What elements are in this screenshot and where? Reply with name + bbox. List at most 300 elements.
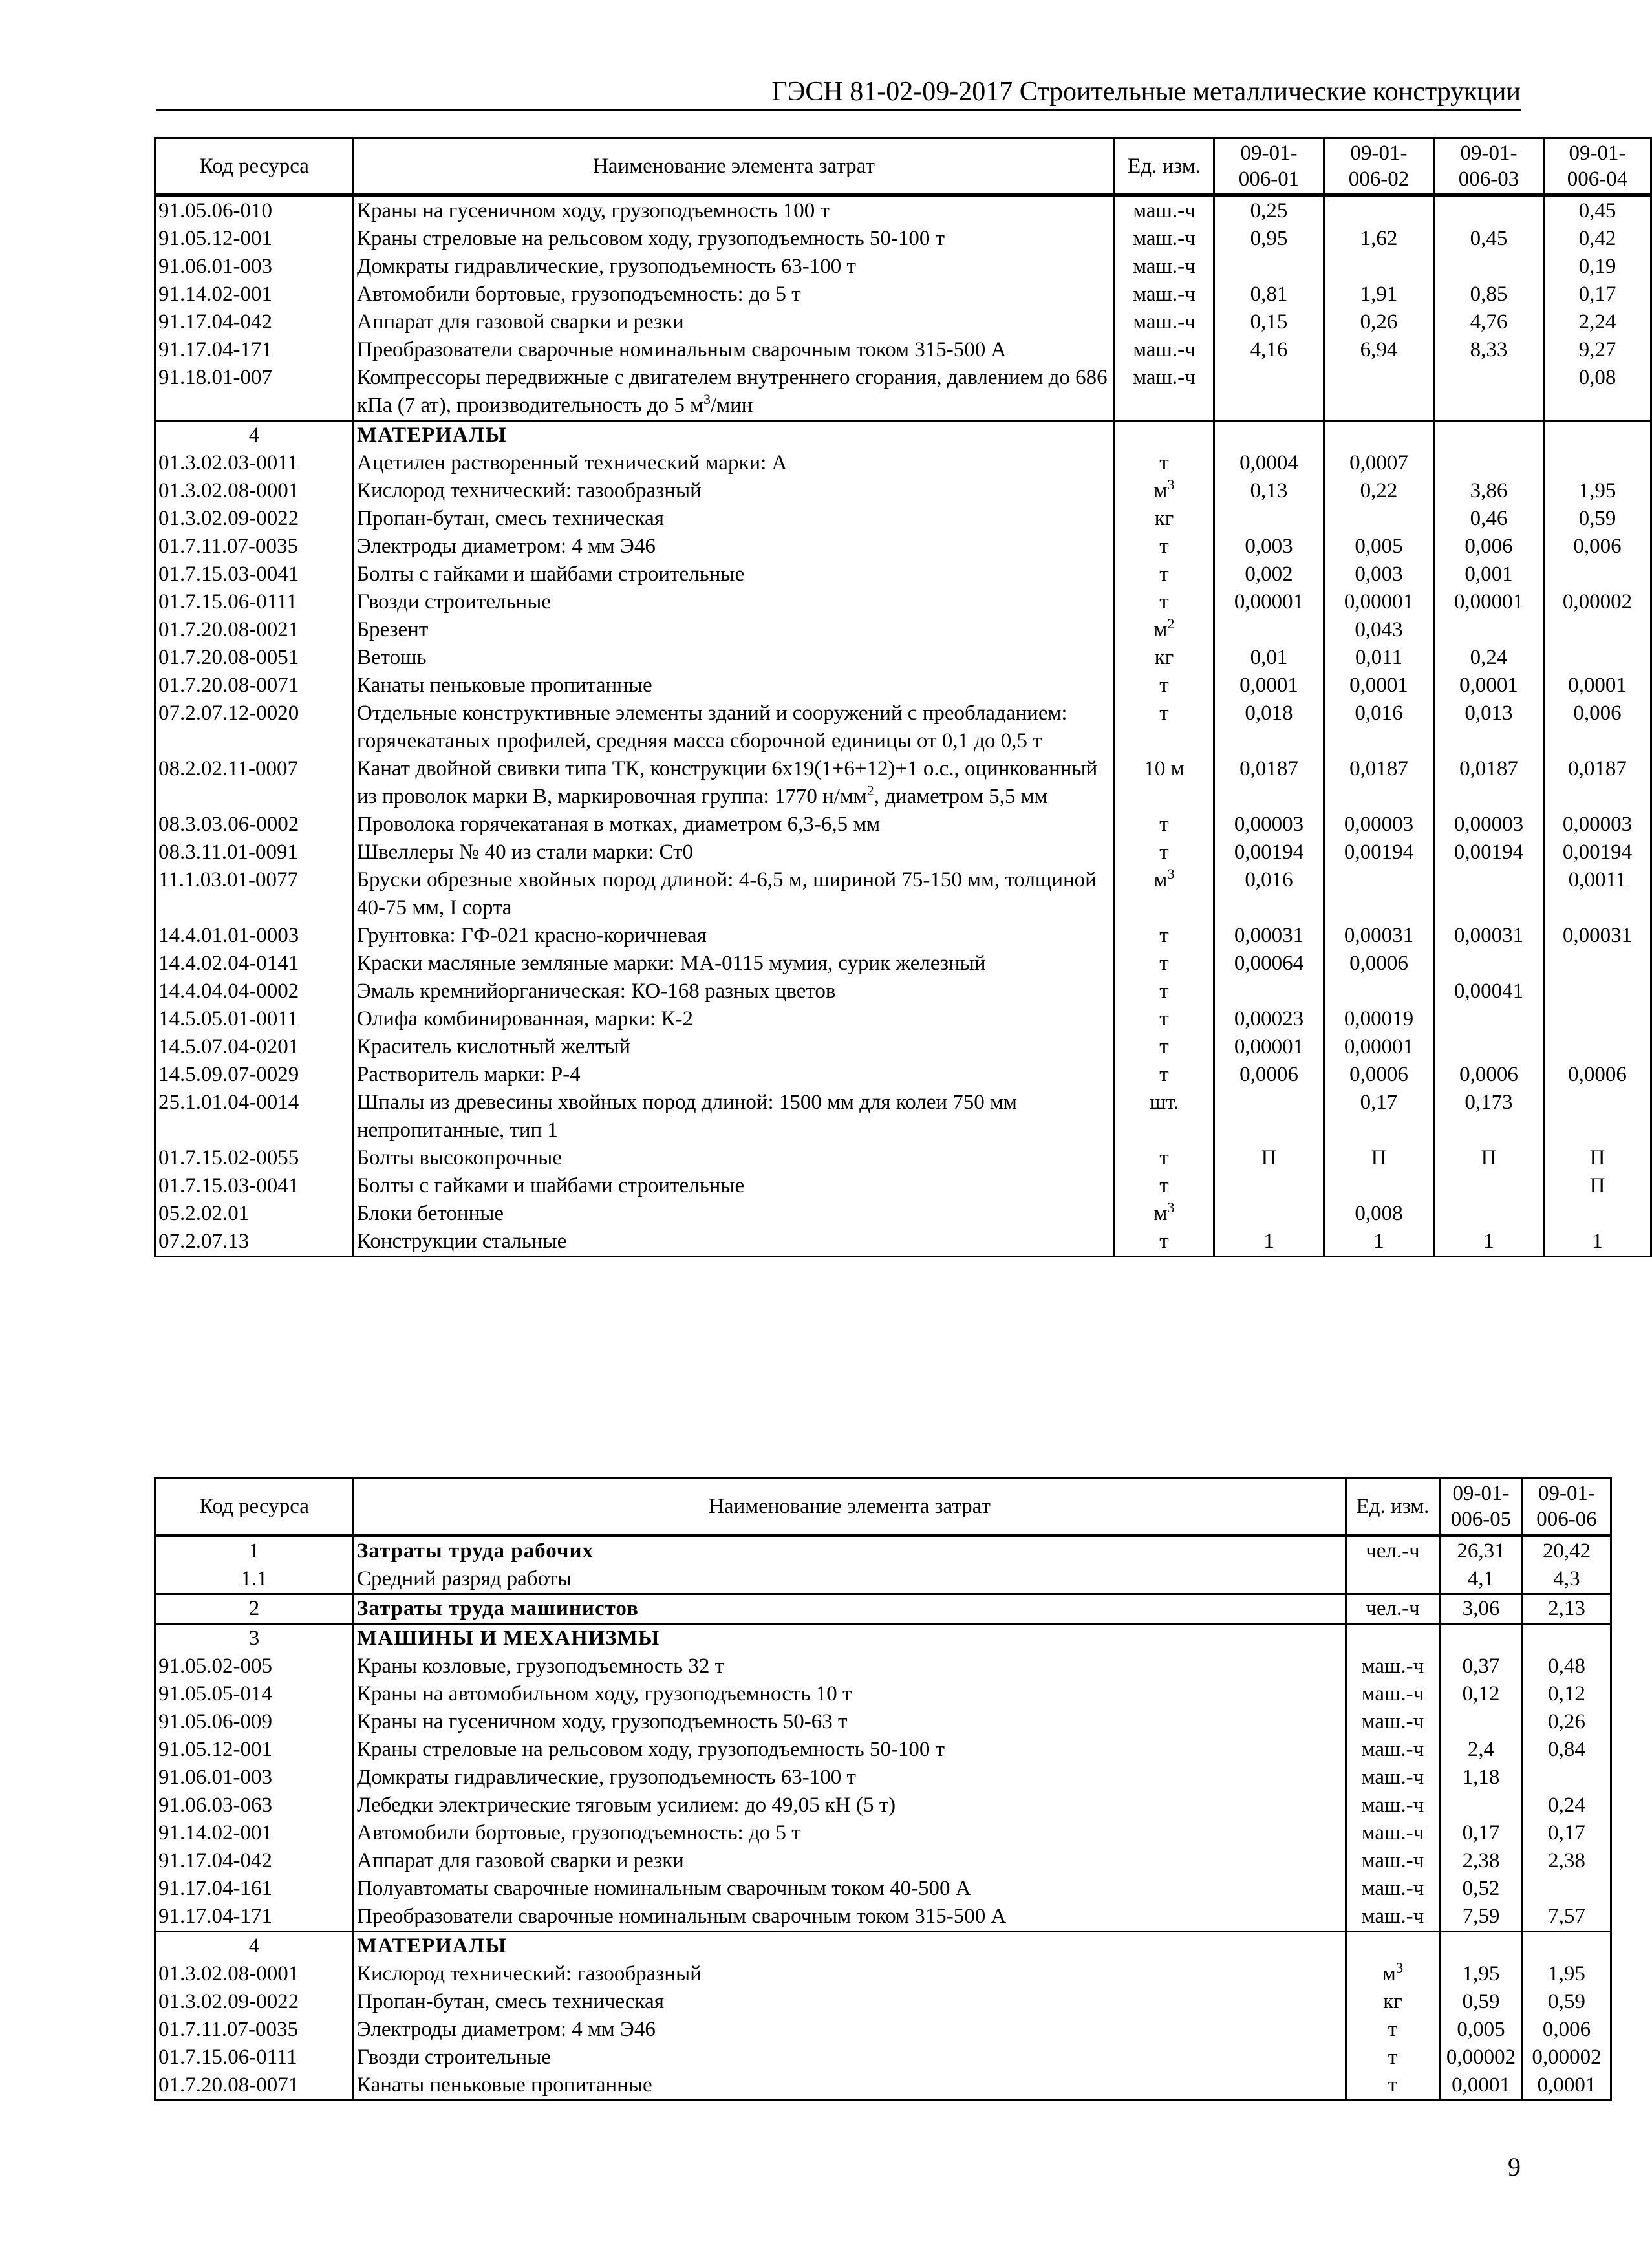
unit-of-measure: $м^3$: [1346, 1960, 1440, 1988]
document-header-title: ГЭСН 81-02-09-2017 Строительные металлические конструкции: [771, 77, 1521, 107]
resource-code: 14.4.04.04-0002: [155, 978, 354, 1005]
norm-value: 0,00064: [1214, 950, 1324, 978]
norm-value: [1434, 253, 1544, 281]
unit-of-measure: маш.-ч: [1115, 195, 1214, 225]
norm-value: 0,95: [1214, 225, 1324, 253]
norm-value: 0,17: [1324, 1089, 1434, 1144]
norm-value: 9,27: [1544, 336, 1651, 364]
unit-of-measure: маш.-ч: [1115, 308, 1214, 336]
unit-of-measure: $м^3$: [1115, 477, 1214, 505]
unit-of-measure: чел.-ч: [1346, 1594, 1440, 1624]
norm-value: [1523, 1764, 1611, 1792]
resource-code: 91.17.04-171: [155, 336, 354, 364]
resource-name: Грунтовка: ГФ-021 красно-коричневая: [354, 922, 1115, 950]
norm-value: 2,4: [1440, 1736, 1523, 1764]
norm-value: 0,46: [1434, 505, 1544, 533]
resource-code: 91.05.02-005: [155, 1653, 354, 1680]
table-row: [155, 2044, 1611, 2071]
resource-name: Ацетилен растворенный технический марки: А: [354, 449, 1115, 477]
norm-value: 0,00031: [1544, 922, 1651, 950]
table-row: [155, 1819, 1611, 1847]
resource-name: Аппарат для газовой сварки и резки: [354, 1847, 1346, 1875]
norm-value: 2,13: [1523, 1594, 1611, 1624]
norm-value: 1,91: [1324, 281, 1434, 308]
resource-code: 01.3.02.09-0022: [155, 1988, 354, 2016]
unit-of-measure: $м^2$: [1115, 616, 1214, 644]
norm-value: 0,48: [1523, 1653, 1611, 1680]
table-row: [155, 253, 1651, 281]
resource-code: 01.7.20.08-0071: [155, 672, 354, 700]
resource-code: 07.2.07.12-0020: [155, 700, 354, 755]
norm-value: 1,18: [1440, 1764, 1523, 1792]
unit-of-measure: маш.-ч: [1115, 225, 1214, 253]
section-row: [155, 1932, 1611, 1961]
norm-value: 4,1: [1440, 1565, 1523, 1594]
resource-code: 01.3.02.03-0011: [155, 449, 354, 477]
norm-value: 0,016: [1324, 700, 1434, 755]
resource-code: 91.14.02-001: [155, 281, 354, 308]
norm-value: 0,011: [1324, 644, 1434, 672]
header-name: Наименование элемента затрат: [354, 138, 1115, 196]
norm-value: 0,45: [1434, 225, 1544, 253]
norm-value: 0,003: [1324, 561, 1434, 588]
unit-of-measure: маш.-ч: [1115, 281, 1214, 308]
resource-code: 1.1: [155, 1565, 354, 1594]
norm-value: [1544, 421, 1651, 450]
norm-value: 0,0187: [1324, 755, 1434, 811]
norm-value: [1324, 364, 1434, 421]
norm-value: 0,002: [1214, 561, 1324, 588]
resource-name: Ветошь: [354, 644, 1115, 672]
header-col-006-01: 09-01- 006-01: [1214, 138, 1324, 196]
unit-of-measure: т: [1115, 1005, 1214, 1033]
table-row: [155, 2071, 1611, 2101]
section-row: [155, 1624, 1611, 1653]
resource-code: 91.05.06-010: [155, 195, 354, 225]
unit-of-measure: $м^3$: [1115, 1200, 1214, 1228]
resource-code: 91.17.04-042: [155, 308, 354, 336]
resource-name: Канат двойной свивки типа ТК, конструкции 6х19(1+6+12)+1 о.с., оцинкованный из проволок марки В, маркировочная группа: 1770 $н/мм^2$, диаметром 5,5 мм: [354, 755, 1115, 811]
norm-value: 0,006: [1434, 533, 1544, 561]
table-row: [155, 281, 1651, 308]
unit-of-measure: т: [1115, 561, 1214, 588]
norm-value: [1440, 1932, 1523, 1961]
resource-code: 01.7.15.06-0111: [155, 2044, 354, 2071]
norm-value: [1324, 1172, 1434, 1200]
table-row: [155, 644, 1651, 672]
table-row: [155, 950, 1651, 978]
resource-name: Аппарат для газовой сварки и резки: [354, 308, 1115, 336]
norm-value: 0,24: [1434, 644, 1544, 672]
norm-value: 0,17: [1440, 1819, 1523, 1847]
norm-value: 0,00194: [1324, 839, 1434, 866]
norm-value: 2,24: [1544, 308, 1651, 336]
norm-value: [1214, 364, 1324, 421]
norm-value: [1544, 1089, 1651, 1144]
resource-name: Преобразователи сварочные номинальным сварочным током 315-500 А: [354, 336, 1115, 364]
norm-value: [1434, 364, 1544, 421]
norm-value: [1214, 1200, 1324, 1228]
table-row: [155, 1005, 1651, 1033]
norm-value: [1523, 1624, 1611, 1653]
norm-value: 0,00031: [1434, 922, 1544, 950]
norm-value: 0,26: [1523, 1708, 1611, 1736]
resource-code: 91.05.06-009: [155, 1708, 354, 1736]
table-row: [155, 1200, 1651, 1228]
norm-value: 20,42: [1523, 1535, 1611, 1565]
unit-of-measure: кг: [1346, 1988, 1440, 2016]
resource-code: 4: [155, 421, 354, 450]
norm-value: 0,003: [1214, 533, 1324, 561]
resource-name: Кислород технический: газообразный: [354, 477, 1115, 505]
norm-value: [1324, 978, 1434, 1005]
section-row: [155, 421, 1651, 450]
resource-name: Краны на гусеничном ходу, грузоподъемность 50-63 т: [354, 1708, 1346, 1736]
norm-value: 0,25: [1214, 195, 1324, 225]
norm-value: 1: [1214, 1228, 1324, 1257]
resource-name: Краситель кислотный желтый: [354, 1033, 1115, 1061]
norm-value: [1544, 449, 1651, 477]
resource-name: Олифа комбинированная, марки: К-2: [354, 1005, 1115, 1033]
norm-value: П: [1324, 1144, 1434, 1172]
resource-code: 01.3.02.08-0001: [155, 1960, 354, 1988]
unit-of-measure: т: [1115, 1033, 1214, 1061]
norm-value: 0,001: [1434, 561, 1544, 588]
resource-name: Болты с гайками и шайбами строительные: [354, 561, 1115, 588]
norm-value: 0,0006: [1324, 950, 1434, 978]
norm-value: П: [1434, 1144, 1544, 1172]
unit-of-measure: т: [1115, 839, 1214, 866]
resource-name: Краны стреловые на рельсовом ходу, грузоподъемность 50-100 т: [354, 225, 1115, 253]
table-row: [155, 477, 1651, 505]
resource-name: Компрессоры передвижные с двигателем внутреннего сгорания, давлением до 686 кПа (7 ат), производительность до 5 $м^3$/мин: [354, 364, 1115, 421]
norm-value: 1,95: [1523, 1960, 1611, 1988]
table-row: [155, 1061, 1651, 1089]
resource-code: 4: [155, 1932, 354, 1961]
norm-value: [1523, 1875, 1611, 1903]
norm-value: [1214, 616, 1324, 644]
table-row: [155, 449, 1651, 477]
norm-value: П: [1544, 1144, 1651, 1172]
table-row: [155, 978, 1651, 1005]
norm-value: 0,84: [1523, 1736, 1611, 1764]
norm-value: [1214, 253, 1324, 281]
norm-value: 0,006: [1544, 700, 1651, 755]
resource-name: Блоки бетонные: [354, 1200, 1115, 1228]
resource-name: Гвозди строительные: [354, 588, 1115, 616]
norm-value: 0,00001: [1214, 1033, 1324, 1061]
table-row: [155, 700, 1651, 755]
norm-value: 4,76: [1434, 308, 1544, 336]
norm-value: [1324, 253, 1434, 281]
table-row: [155, 672, 1651, 700]
norm-value: 0,22: [1324, 477, 1434, 505]
table-row: [155, 1764, 1611, 1792]
resource-table-2: [154, 1477, 1612, 2101]
unit-of-measure: маш.-ч: [1346, 1847, 1440, 1875]
resource-name: Полуавтоматы сварочные номинальным сварочным током 40-500 А: [354, 1875, 1346, 1903]
resource-name: Краны на гусеничном ходу, грузоподъемность 100 т: [354, 195, 1115, 225]
unit-of-measure: маш.-ч: [1346, 1903, 1440, 1932]
header-col-006-03: 09-01- 006-03: [1434, 138, 1544, 196]
norm-value: 3,86: [1434, 477, 1544, 505]
norm-value: 0,00003: [1544, 811, 1651, 839]
table-row: [155, 336, 1651, 364]
norm-value: 0,0004: [1214, 449, 1324, 477]
resource-name: Болты высокопрочные: [354, 1144, 1115, 1172]
norm-value: 0,0006: [1544, 1061, 1651, 1089]
table-row: [155, 505, 1651, 533]
norm-value: 1: [1434, 1228, 1544, 1257]
resource-code: 2: [155, 1594, 354, 1624]
norm-value: [1544, 1033, 1651, 1061]
table-row: [155, 1960, 1611, 1988]
resource-code: 91.06.01-003: [155, 1764, 354, 1792]
norm-value: [1434, 866, 1544, 922]
table-row: [155, 1847, 1611, 1875]
unit-of-measure: маш.-ч: [1346, 1875, 1440, 1903]
resource-code: 14.5.07.04-0201: [155, 1033, 354, 1061]
norm-value: 0,85: [1434, 281, 1544, 308]
norm-value: [1434, 616, 1544, 644]
unit-of-measure: 10 м: [1115, 755, 1214, 811]
norm-value: [1440, 1792, 1523, 1819]
resource-name: Лебедки электрические тяговым усилием: до 49,05 кН (5 т): [354, 1792, 1346, 1819]
unit-of-measure: т: [1115, 978, 1214, 1005]
norm-value: [1434, 1172, 1544, 1200]
norm-value: 0,008: [1324, 1200, 1434, 1228]
resource-code: 3: [155, 1624, 354, 1653]
norm-value: [1434, 449, 1544, 477]
norm-value: [1544, 1200, 1651, 1228]
norm-value: 0,59: [1440, 1988, 1523, 2016]
resource-name: Затраты труда рабочих: [354, 1535, 1346, 1565]
norm-value: 0,005: [1324, 533, 1434, 561]
norm-value: 0,00001: [1324, 1033, 1434, 1061]
unit-of-measure: $м^3$: [1115, 866, 1214, 922]
norm-value: [1544, 1005, 1651, 1033]
header-col-006-06: 09-01- 006-06: [1523, 1479, 1611, 1536]
resource-name: Средний разряд работы: [354, 1565, 1346, 1594]
norm-value: 0,00001: [1324, 588, 1434, 616]
norm-value: 0,19: [1544, 253, 1651, 281]
norm-value: 0,0187: [1544, 755, 1651, 811]
header-unit: Ед. изм.: [1346, 1479, 1440, 1536]
unit-of-measure: кг: [1115, 505, 1214, 533]
norm-value: 0,12: [1440, 1680, 1523, 1708]
unit-of-measure: маш.-ч: [1346, 1680, 1440, 1708]
resource-name: Канаты пеньковые пропитанные: [354, 2071, 1346, 2101]
resource-code: 08.2.02.11-0007: [155, 755, 354, 811]
resource-name: Автомобили бортовые, грузоподъемность: до 5 т: [354, 1819, 1346, 1847]
norm-value: [1214, 421, 1324, 450]
norm-value: 0,00003: [1434, 811, 1544, 839]
norm-value: 8,33: [1434, 336, 1544, 364]
norm-value: [1214, 1172, 1324, 1200]
resource-name: Швеллеры № 40 из стали марки: Ст0: [354, 839, 1115, 866]
norm-value: 0,00023: [1214, 1005, 1324, 1033]
resource-name: Пропан-бутан, смесь техническая: [354, 505, 1115, 533]
norm-value: [1544, 644, 1651, 672]
norm-value: 0,0006: [1434, 1061, 1544, 1089]
table-row: [155, 1903, 1611, 1932]
resource-code: 91.05.05-014: [155, 1680, 354, 1708]
norm-value: 0,15: [1214, 308, 1324, 336]
norm-value: [1434, 421, 1544, 450]
table-row: [155, 1736, 1611, 1764]
norm-value: 1: [1544, 1228, 1651, 1257]
resource-code: 91.17.04-042: [155, 1847, 354, 1875]
norm-value: [1214, 978, 1324, 1005]
norm-value: 0,52: [1440, 1875, 1523, 1903]
resource-name: Растворитель марки: Р-4: [354, 1061, 1115, 1089]
resource-code: 14.5.09.07-0029: [155, 1061, 354, 1089]
norm-value: [1544, 561, 1651, 588]
header-code: Код ресурса: [155, 138, 354, 196]
unit-of-measure: т: [1115, 1172, 1214, 1200]
unit-of-measure: т: [1115, 700, 1214, 755]
resource-code: 01.7.20.08-0071: [155, 2071, 354, 2101]
norm-value: [1324, 195, 1434, 225]
norm-value: П: [1214, 1144, 1324, 1172]
resource-name: Болты с гайками и шайбами строительные: [354, 1172, 1115, 1200]
norm-value: 6,94: [1324, 336, 1434, 364]
unit-of-measure: [1346, 1565, 1440, 1594]
norm-value: 3,06: [1440, 1594, 1523, 1624]
norm-value: 0,12: [1523, 1680, 1611, 1708]
norm-value: 0,08: [1544, 364, 1651, 421]
unit-of-measure: т: [1115, 588, 1214, 616]
unit-of-measure: маш.-ч: [1346, 1653, 1440, 1680]
norm-value: 0,005: [1440, 2016, 1523, 2044]
resource-code: 05.2.02.01: [155, 1200, 354, 1228]
unit-of-measure: т: [1115, 1061, 1214, 1089]
resource-name: Канаты пеньковые пропитанные: [354, 672, 1115, 700]
norm-value: [1440, 1708, 1523, 1736]
unit-of-measure: т: [1346, 2071, 1440, 2101]
resource-name: Затраты труда машинистов: [354, 1594, 1346, 1624]
resource-code: 91.05.12-001: [155, 225, 354, 253]
norm-value: 7,57: [1523, 1903, 1611, 1932]
resource-code: 14.4.01.01-0003: [155, 922, 354, 950]
norm-value: 0,13: [1214, 477, 1324, 505]
norm-value: 0,006: [1544, 533, 1651, 561]
table-row: [155, 1033, 1651, 1061]
norm-value: 1,62: [1324, 225, 1434, 253]
norm-value: 0,013: [1434, 700, 1544, 755]
norm-value: 0,00194: [1434, 839, 1544, 866]
resource-code: 01.7.20.08-0051: [155, 644, 354, 672]
table-row: [155, 1792, 1611, 1819]
norm-value: 0,00194: [1214, 839, 1324, 866]
unit-of-measure: т: [1115, 922, 1214, 950]
resource-code: 01.7.11.07-0035: [155, 533, 354, 561]
resource-name: Краны козловые, грузоподъемность 32 т: [354, 1653, 1346, 1680]
norm-value: 0,0011: [1544, 866, 1651, 922]
unit-of-measure: маш.-ч: [1346, 1819, 1440, 1847]
resource-name: Краны на автомобильном ходу, грузоподъемность 10 т: [354, 1680, 1346, 1708]
norm-value: 1,95: [1544, 477, 1651, 505]
resource-name: Домкраты гидравлические, грузоподъемность 63-100 т: [354, 253, 1115, 281]
resource-name: Проволока горячекатаная в мотках, диаметром 6,3-6,5 мм: [354, 811, 1115, 839]
resource-name: Эмаль кремнийорганическая: КО-168 разных цветов: [354, 978, 1115, 1005]
norm-value: 0,00041: [1434, 978, 1544, 1005]
resource-name: Конструкции стальные: [354, 1228, 1115, 1257]
norm-value: 0,006: [1523, 2016, 1611, 2044]
table-row: [155, 811, 1651, 839]
unit-of-measure: [1346, 1624, 1440, 1653]
resource-code: 07.2.07.13: [155, 1228, 354, 1257]
norm-value: 0,00019: [1324, 1005, 1434, 1033]
resource-name: Краски масляные земляные марки: МА-0115 мумия, сурик железный: [354, 950, 1115, 978]
resource-code: 25.1.01.04-0014: [155, 1089, 354, 1144]
resource-code: 1: [155, 1535, 354, 1565]
resource-name: Пропан-бутан, смесь техническая: [354, 1988, 1346, 2016]
resource-code: 91.18.01-007: [155, 364, 354, 421]
table-row: [155, 922, 1651, 950]
norm-value: [1544, 978, 1651, 1005]
table-row: [155, 2016, 1611, 2044]
norm-value: [1324, 421, 1434, 450]
norm-value: 0,00003: [1324, 811, 1434, 839]
resource-code: 14.4.02.04-0141: [155, 950, 354, 978]
resource-code: 01.7.15.06-0111: [155, 588, 354, 616]
unit-of-measure: [1346, 1932, 1440, 1961]
norm-value: 0,17: [1523, 1819, 1611, 1847]
table-row: [155, 616, 1651, 644]
norm-value: [1434, 1005, 1544, 1033]
unit-of-measure: [1115, 421, 1214, 450]
norm-value: 0,0006: [1214, 1061, 1324, 1089]
norm-value: 0,00002: [1544, 588, 1651, 616]
resource-code: 08.3.03.06-0002: [155, 811, 354, 839]
resource-name: МАТЕРИАЛЫ: [354, 1932, 1346, 1961]
norm-value: 0,81: [1214, 281, 1324, 308]
unit-of-measure: т: [1115, 950, 1214, 978]
norm-value: 4,3: [1523, 1565, 1611, 1594]
table-row: [155, 1875, 1611, 1903]
norm-value: 26,31: [1440, 1535, 1523, 1565]
resource-code: 01.3.02.08-0001: [155, 477, 354, 505]
norm-value: 0,00002: [1523, 2044, 1611, 2071]
table-row: [155, 225, 1651, 253]
table-row: [155, 1680, 1611, 1708]
norm-value: [1440, 1624, 1523, 1653]
norm-value: 0,0001: [1324, 672, 1434, 700]
norm-value: 0,0001: [1214, 672, 1324, 700]
norm-value: [1324, 505, 1434, 533]
resource-name: Автомобили бортовые, грузоподъемность: до 5 т: [354, 281, 1115, 308]
resource-name: Краны стреловые на рельсовом ходу, грузоподъемность 50-100 т: [354, 1736, 1346, 1764]
norm-value: 0,00001: [1434, 588, 1544, 616]
norm-value: 0,00003: [1214, 811, 1324, 839]
unit-of-measure: т: [1115, 1228, 1214, 1257]
norm-value: 0,00194: [1544, 839, 1651, 866]
header-unit: Ед. изм.: [1115, 138, 1214, 196]
norm-value: [1324, 866, 1434, 922]
norm-value: [1544, 950, 1651, 978]
resource-code: 01.7.11.07-0035: [155, 2016, 354, 2044]
resource-code: 91.17.04-161: [155, 1875, 354, 1903]
norm-value: 1,95: [1440, 1960, 1523, 1988]
unit-of-measure: маш.-ч: [1346, 1792, 1440, 1819]
table-row: [155, 561, 1651, 588]
resource-code: 91.06.01-003: [155, 253, 354, 281]
norm-value: 7,59: [1440, 1903, 1523, 1932]
resource-name: Преобразователи сварочные номинальным сварочным током 315-500 А: [354, 1903, 1346, 1932]
section-row: [155, 1594, 1611, 1624]
norm-value: 0,0187: [1214, 755, 1324, 811]
